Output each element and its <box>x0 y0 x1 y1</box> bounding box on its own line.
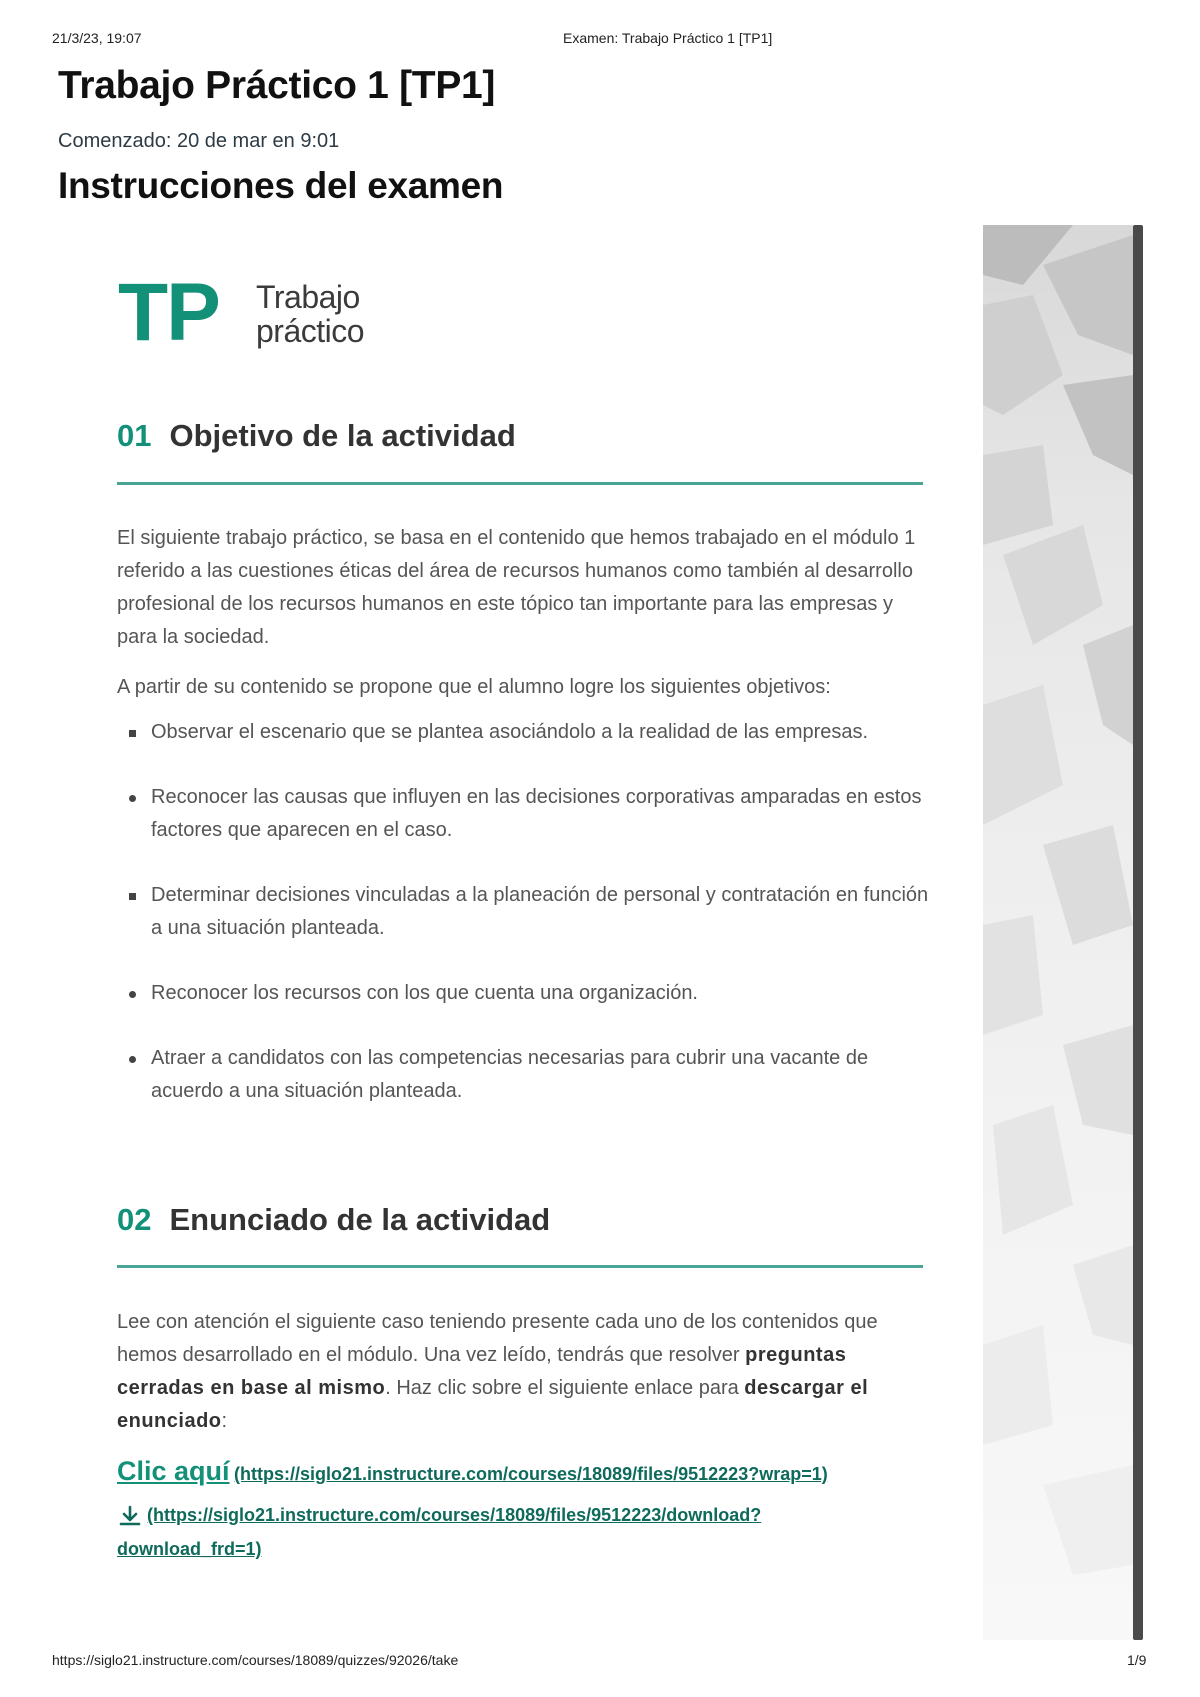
list-item: Reconocer las causas que influyen en las decisiones corporativas amparadas en estos factores que aparecen en el caso. <box>117 781 932 847</box>
section-title: Objetivo de la actividad <box>169 418 516 453</box>
print-url: https://siglo21.instructure.com/courses/18089/quizzes/92026/take <box>52 1652 459 1668</box>
quiz-started-time: Comenzado: 20 de mar en 9:01 <box>58 130 340 152</box>
objectives-list <box>117 716 932 1140</box>
round-bullet-icon <box>129 795 136 802</box>
tp-logo-mark: TP <box>118 267 219 358</box>
download-url-part2[interactable]: download_frd=1) <box>117 1539 262 1559</box>
round-bullet-icon <box>129 991 136 998</box>
list-item: Observar el escenario que se plantea asociándolo a la realidad de las empresas. <box>117 716 932 749</box>
print-date: 21/3/23, 19:07 <box>52 30 142 46</box>
objective-intro-paragraph: El siguiente trabajo práctico, se basa en el contenido que hemos trabajado en el módulo 1 referido a las cuestiones éticas del área de recursos humanos como también al desarrollo profesional de los recursos humanos en este tópico tan importante para las empresas y para la sociedad. <box>117 527 916 648</box>
instructions-title: Instrucciones del examen <box>58 165 504 206</box>
tp-logo-line1: Trabajo <box>256 279 360 315</box>
section-number: 02 <box>117 1202 152 1237</box>
page-number: 1/9 <box>1127 1652 1147 1668</box>
square-bullet-icon <box>129 893 136 900</box>
objectives-lead-paragraph: A partir de su contenido se propone que el alumno logre los siguientes objetivos: <box>117 676 831 698</box>
file-link-url[interactable]: (https://siglo21.instructure.com/courses/18089/files/9512223?wrap=1) <box>233 1464 828 1484</box>
tp-logo-line2: práctico <box>256 313 365 349</box>
decorative-side-image <box>983 225 1133 1640</box>
section-number: 01 <box>117 418 152 453</box>
download-icon[interactable] <box>117 1504 143 1528</box>
clic-aqui-link[interactable]: Clic aquí <box>117 1456 230 1486</box>
list-item: Reconocer los recursos con los que cuenta una organización. <box>117 977 932 1010</box>
enunciado-paragraph: Lee con atención el siguiente caso teniendo presente cada uno de los contenidos que hemos desarrollado en el módulo. Una vez leído, tendrás que resolver preguntas cerradas en base al mismo. Haz clic sobre el siguiente enlace para descargar el enunciado: <box>117 1311 878 1432</box>
print-page-title: Examen: Trabajo Práctico 1 [TP1] <box>563 30 773 46</box>
round-bullet-icon <box>129 1056 136 1063</box>
square-bullet-icon <box>129 730 136 737</box>
print-header <box>0 30 1200 50</box>
tp-logo-text <box>256 280 364 348</box>
quiz-title: Trabajo Práctico 1 [TP1] <box>58 64 496 107</box>
download-link[interactable] <box>117 1498 937 1566</box>
abstract-pattern-image <box>983 225 1133 1640</box>
list-item: Atraer a candidatos con las competencias necesarias para cubrir una vacante de acuerdo a una situación planteada. <box>117 1042 932 1108</box>
section-divider <box>117 482 923 485</box>
download-url-part1[interactable]: (https://siglo21.instructure.com/courses/18089/files/9512223/download? <box>147 1505 762 1525</box>
section-heading-objetivo <box>117 418 516 454</box>
section-heading-enunciado <box>117 1202 550 1238</box>
file-link-line <box>117 1456 937 1487</box>
list-item: Determinar decisiones vinculadas a la planeación de personal y contratación en función a una situación planteada. <box>117 879 932 945</box>
side-bar-divider <box>1133 225 1143 1640</box>
section-divider <box>117 1265 923 1268</box>
section-title: Enunciado de la actividad <box>169 1202 551 1237</box>
